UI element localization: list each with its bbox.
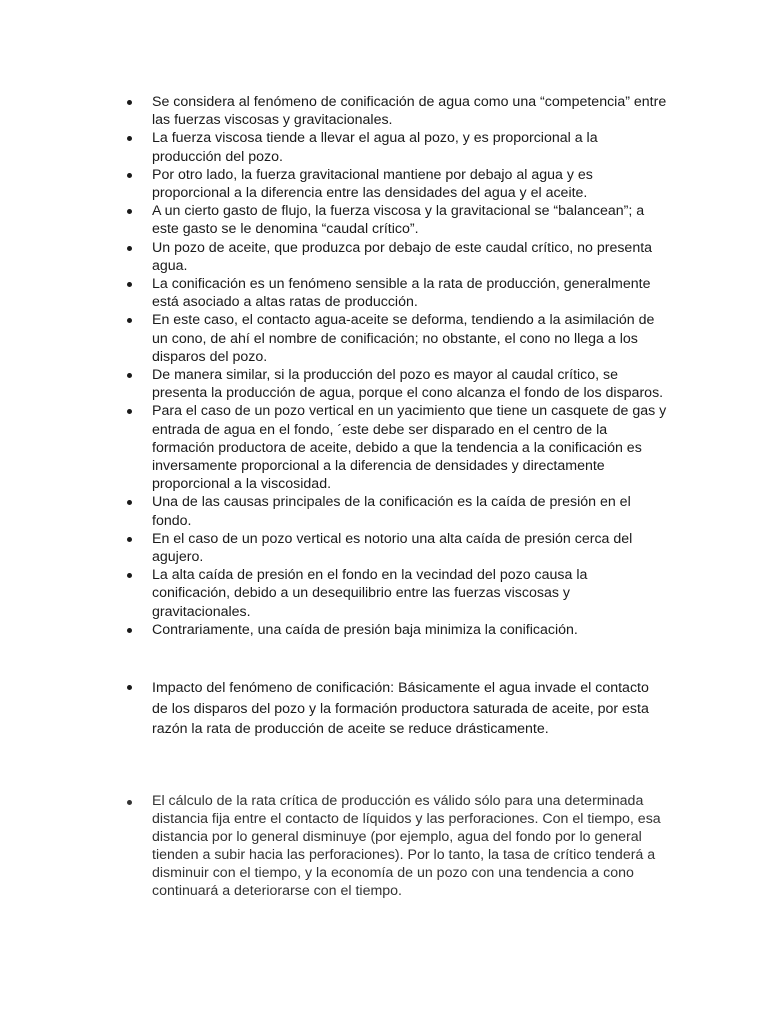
list-item-text: A un cierto gasto de flujo, la fuerza viscosa y la gravitacional se “balancean”; a este gasto se le denomina “caudal crítico”. xyxy=(152,203,645,238)
list-item xyxy=(0,678,768,740)
list-item xyxy=(0,493,768,529)
list-item xyxy=(0,621,768,639)
list-item xyxy=(0,166,768,202)
list-item xyxy=(0,566,768,621)
bullet-icon xyxy=(127,685,132,690)
list-item-text: La alta caída de presión en el fondo en la vecindad del pozo causa la conificación, debido a un desequilibrio entre las fuerzas viscosas y gravitacionales. xyxy=(152,567,588,620)
list-item xyxy=(0,530,768,566)
bullet-icon xyxy=(127,318,132,323)
bullet-icon xyxy=(127,136,132,141)
list-item xyxy=(0,311,768,366)
list-item-text: En este caso, el contacto agua-aceite se deforma, tendiendo a la asimilación de un cono, de ahí el nombre de conificación; no obstante, el cono no llega a los disparos del pozo. xyxy=(152,312,655,365)
list-item-text: La conificación es un fenómeno sensible a la rata de producción, generalmente está asociado a altas ratas de producción. xyxy=(152,276,651,311)
bullet-icon xyxy=(127,573,132,578)
impact-bullet-list xyxy=(0,678,768,740)
bullet-icon xyxy=(127,246,132,251)
list-item-text: De manera similar, si la producción del pozo es mayor al caudal crítico, se presenta la producción de agua, porque el cono alcanza el fondo de los disparos. xyxy=(152,367,664,402)
bullet-icon xyxy=(127,282,132,287)
main-bullet-list xyxy=(0,93,768,639)
bullet-icon xyxy=(127,100,132,105)
list-item xyxy=(0,275,768,311)
list-item-text: Por otro lado, la fuerza gravitacional mantiene por debajo al agua y es proporcional a la diferencia entre las densidades del agua y el aceite. xyxy=(152,166,593,202)
bullet-icon xyxy=(127,209,132,214)
list-item-text: Se considera al fenómeno de conificación de agua como una “competencia” entre las fuerzas viscosas y gravitacionales. xyxy=(152,94,667,129)
bullet-icon xyxy=(127,373,132,378)
list-item xyxy=(0,793,768,900)
bullet-icon xyxy=(127,628,132,633)
calculation-bullet-list xyxy=(0,793,768,900)
list-item xyxy=(0,239,768,275)
impact-text: Impacto del fenómeno de conificación: Básicamente el agua invade el contacto de los disparos del pozo y la formación productora saturada de aceite, por esta razón la rata de producción de aceite se reduce drásticamente. xyxy=(152,680,649,737)
bullet-icon xyxy=(127,173,132,178)
bullet-icon xyxy=(127,537,132,542)
list-item xyxy=(0,129,768,165)
calculation-text: El cálculo de la rata crítica de producción es válido sólo para una determinada distancia fija entre el contacto de líquidos y las perforaciones. Con el tiempo, esa distancia por lo general disminuye (por ejemplo, agua del fondo por lo general tienden a subir hacia las perforaciones). Por lo tanto, la tasa de crítico tenderá a disminuir con el tiempo, y la economía de un pozo con una tendencia a cono continuará a deteriorarse con el tiempo. xyxy=(152,793,661,899)
bullet-icon xyxy=(127,500,132,505)
list-item xyxy=(0,366,768,402)
list-item-text: En el caso de un pozo vertical es notorio una alta caída de presión cerca del agujero. xyxy=(152,530,633,566)
list-item-text: Una de las causas principales de la conificación es la caída de presión en el fondo. xyxy=(152,494,631,529)
list-item xyxy=(0,402,768,493)
list-item-text: Para el caso de un pozo vertical en un yacimiento que tiene un casquete de gas y entrada de agua en el fondo, ´este debe ser disparado en el centro de la formación productora de aceite, debido a que la tendencia a la conificación es inversamente proporcional a la diferencia de densidades y directamente proporcional a la viscosidad. xyxy=(152,403,667,493)
bullet-icon xyxy=(127,800,132,805)
list-item xyxy=(0,202,768,238)
list-item-text: Contrariamente, una caída de presión baja minimiza la conificación. xyxy=(152,621,578,638)
list-item xyxy=(0,93,768,129)
bullet-icon xyxy=(127,409,132,414)
list-item-text: La fuerza viscosa tiende a llevar el agua al pozo, y es proporcional a la producción del pozo. xyxy=(152,130,598,165)
list-item-text: Un pozo de aceite, que produzca por debajo de este caudal crítico, no presenta agua. xyxy=(152,239,653,274)
